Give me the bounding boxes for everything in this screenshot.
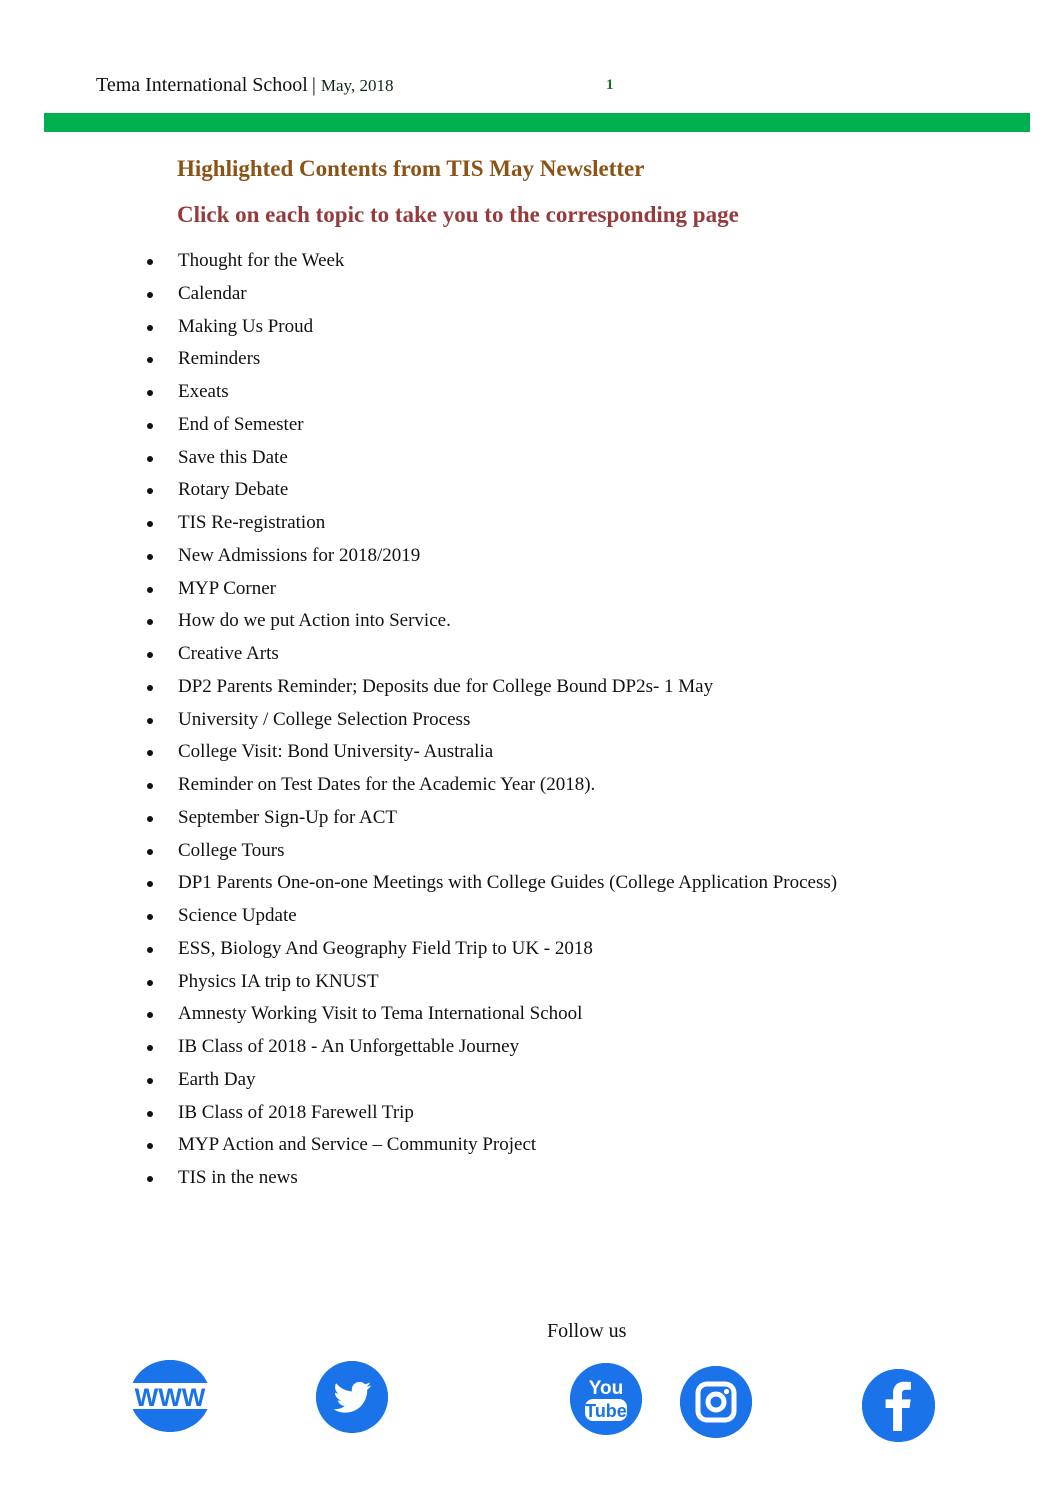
- twitter-link[interactable]: [316, 1361, 388, 1433]
- topic-link[interactable]: ESS, Biology And Geography Field Trip to UK - 2018: [178, 937, 593, 959]
- topic-link[interactable]: New Admissions for 2018/2019: [178, 544, 421, 566]
- topic-item: [0, 998, 1058, 1031]
- topic-item: [0, 507, 1058, 540]
- bullet-icon: [147, 587, 153, 593]
- topic-link[interactable]: Physics IA trip to KNUST: [178, 970, 379, 992]
- bullet-icon: [147, 292, 153, 298]
- topic-link[interactable]: Exeats: [178, 381, 229, 402]
- topic-link[interactable]: Thought for the Week: [178, 250, 345, 271]
- bullet-icon: [147, 1012, 153, 1018]
- bullet-icon: [147, 325, 153, 331]
- topic-item: [0, 966, 1058, 999]
- topic-link[interactable]: End of Semester: [178, 413, 304, 435]
- bullet-icon: [147, 423, 153, 429]
- topic-item: [0, 671, 1058, 704]
- bullet-icon: [147, 619, 153, 625]
- topic-item: [0, 311, 1058, 344]
- topic-link[interactable]: Earth Day: [178, 1068, 256, 1090]
- bullet-icon: [147, 816, 153, 822]
- bullet-icon: [147, 521, 153, 527]
- page-number: 1: [606, 77, 614, 93]
- bullet-icon: [147, 947, 153, 953]
- bullet-icon: [147, 456, 153, 462]
- topic-item: [0, 1097, 1058, 1130]
- topic-item: [0, 900, 1058, 933]
- topic-item: [0, 1064, 1058, 1097]
- topic-link[interactable]: Rotary Debate: [178, 479, 289, 501]
- topic-link[interactable]: TIS in the news: [178, 1167, 298, 1188]
- topic-item: [0, 1129, 1058, 1162]
- header-bar: [44, 113, 1030, 132]
- topic-item: [0, 245, 1058, 278]
- topic-item: [0, 736, 1058, 769]
- instagram-link[interactable]: [680, 1366, 752, 1438]
- topic-link[interactable]: MYP Action and Service – Community Project: [178, 1134, 537, 1156]
- topic-link[interactable]: Calendar: [178, 282, 247, 304]
- topic-link[interactable]: MYP Corner: [178, 577, 276, 599]
- page-header: [96, 74, 393, 97]
- youtube-link[interactable]: [570, 1363, 642, 1435]
- bullet-icon: [147, 849, 153, 855]
- topic-item: [0, 278, 1058, 311]
- topic-link[interactable]: How do we put Action into Service.: [178, 610, 451, 632]
- topic-item: [0, 638, 1058, 671]
- topic-link[interactable]: College Tours: [178, 839, 285, 861]
- topic-item: [0, 1162, 1058, 1195]
- website-link[interactable]: [130, 1360, 210, 1432]
- topic-item: [0, 343, 1058, 376]
- topic-item: [0, 573, 1058, 606]
- topic-item: [0, 704, 1058, 737]
- topic-item: [0, 769, 1058, 802]
- topic-link[interactable]: Reminder on Test Dates for the Academic Year (2018).: [178, 774, 596, 795]
- page-title: Highlighted Contents from TIS May Newsletter: [177, 156, 645, 181]
- bullet-icon: [147, 1078, 153, 1084]
- topic-item: [0, 540, 1058, 573]
- topic-link[interactable]: DP2 Parents Reminder; Deposits due for College Bound DP2s- 1 May: [178, 675, 714, 697]
- topic-link[interactable]: Creative Arts: [178, 643, 279, 664]
- topic-link[interactable]: September Sign-Up for ACT: [178, 806, 398, 828]
- topic-link[interactable]: Save this Date: [178, 446, 288, 468]
- bullet-icon: [147, 1045, 153, 1051]
- topic-link[interactable]: IB Class of 2018 - An Unforgettable Journey: [178, 1036, 520, 1057]
- page-subtitle: Click on each topic to take you to the corresponding page: [177, 202, 739, 227]
- topic-link[interactable]: DP1 Parents One-on-one Meetings with College Guides (College Application Process): [178, 872, 838, 894]
- instagram-icon: [680, 1366, 752, 1438]
- header-separator: |: [311, 74, 316, 96]
- youtube-label-top: You: [588, 1378, 624, 1399]
- bullet-icon: [147, 685, 153, 691]
- bullet-icon: [147, 980, 153, 986]
- topic-item: [0, 1031, 1058, 1064]
- bullet-icon: [147, 1143, 153, 1149]
- topic-item: [0, 409, 1058, 442]
- topic-link[interactable]: Making Us Proud: [178, 315, 314, 337]
- topic-item: [0, 605, 1058, 638]
- youtube-icon: [570, 1363, 642, 1435]
- bullet-icon: [147, 783, 153, 789]
- bullet-icon: [147, 357, 153, 363]
- bullet-icon: [147, 1176, 153, 1182]
- bullet-icon: [147, 914, 153, 920]
- bullet-icon: [147, 750, 153, 756]
- bullet-icon: [147, 554, 153, 560]
- topic-link[interactable]: Science Update: [178, 905, 297, 926]
- bullet-icon: [147, 390, 153, 396]
- topic-item: [0, 933, 1058, 966]
- topic-link[interactable]: Amnesty Working Visit to Tema International School: [178, 1003, 583, 1025]
- svg-text:WWW: WWW: [134, 1384, 206, 1412]
- topic-item: [0, 867, 1058, 900]
- follow-us-label: Follow us: [547, 1320, 627, 1342]
- topic-item: [0, 442, 1058, 475]
- bullet-icon: [147, 1111, 153, 1117]
- topic-item: [0, 376, 1058, 409]
- bullet-icon: [147, 718, 153, 724]
- topic-link[interactable]: Reminders: [178, 348, 261, 370]
- facebook-link[interactable]: [862, 1369, 935, 1442]
- bullet-icon: [147, 881, 153, 887]
- topic-item: [0, 835, 1058, 868]
- www-icon: [130, 1360, 210, 1432]
- topic-link[interactable]: University / College Selection Process: [178, 708, 471, 730]
- bullet-icon: [147, 652, 153, 658]
- topic-list: [0, 245, 1058, 1195]
- youtube-label-bottom: Tube: [585, 1401, 627, 1421]
- topic-item: [0, 474, 1058, 507]
- bullet-icon: [147, 488, 153, 494]
- topic-link[interactable]: College Visit: Bond University- Australia: [178, 741, 494, 763]
- topic-link[interactable]: TIS Re-registration: [178, 512, 326, 533]
- newsletter-date: May, 2018: [320, 76, 394, 95]
- topic-link[interactable]: IB Class of 2018 Farewell Trip: [178, 1101, 414, 1123]
- twitter-icon: [316, 1361, 388, 1433]
- bullet-icon: [147, 259, 153, 265]
- topic-item: [0, 802, 1058, 835]
- facebook-icon: [862, 1369, 935, 1442]
- school-name: Tema International School: [96, 74, 308, 96]
